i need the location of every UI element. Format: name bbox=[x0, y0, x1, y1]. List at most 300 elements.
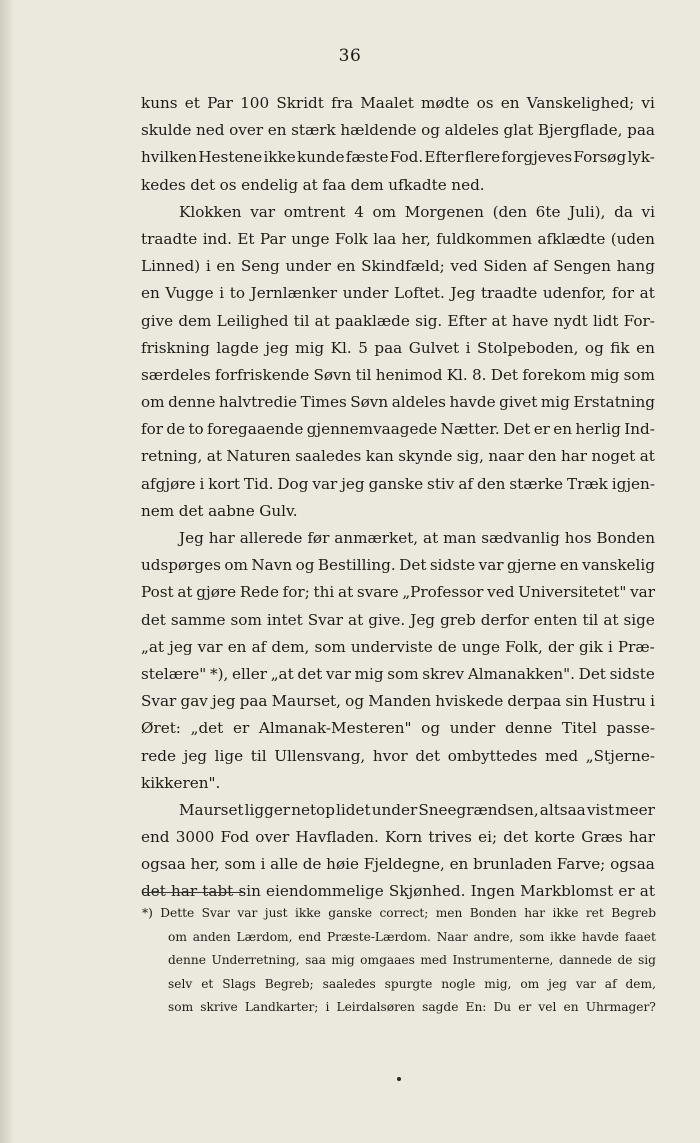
body-text bbox=[141, 90, 655, 906]
word: Folk bbox=[334, 229, 368, 248]
word: har bbox=[560, 447, 588, 466]
word: Korn bbox=[385, 828, 423, 847]
footnote-line bbox=[142, 902, 656, 926]
word: lyk- bbox=[627, 148, 655, 167]
word: halvtredie bbox=[218, 393, 298, 412]
word: afgjøre bbox=[141, 474, 196, 493]
word: den bbox=[476, 474, 506, 493]
word: vel bbox=[538, 1000, 557, 1014]
word: ufkadte bbox=[388, 175, 447, 194]
word: „det bbox=[190, 719, 224, 738]
word: Bjergflade, bbox=[537, 121, 623, 140]
word: og bbox=[345, 692, 365, 711]
word: men bbox=[435, 906, 463, 920]
word: som bbox=[623, 365, 655, 384]
word: os bbox=[219, 175, 237, 194]
word: Markblomst bbox=[520, 882, 614, 901]
word: Naar bbox=[436, 929, 468, 944]
text-line bbox=[141, 770, 655, 797]
word: ned. bbox=[451, 175, 485, 194]
word: Det bbox=[503, 420, 531, 439]
word: de bbox=[166, 420, 186, 439]
word: anden bbox=[192, 929, 231, 944]
paragraph bbox=[141, 90, 655, 199]
text-line bbox=[141, 362, 655, 389]
word: gjøre bbox=[196, 583, 237, 602]
word: var bbox=[478, 556, 504, 575]
word: at bbox=[639, 447, 655, 466]
word: En: bbox=[465, 1000, 487, 1014]
word: den bbox=[528, 447, 557, 466]
footnote-separator bbox=[143, 892, 243, 893]
word: Instrumenterne, bbox=[452, 953, 554, 967]
word: „Professor bbox=[402, 583, 484, 602]
word: ikke bbox=[263, 148, 296, 167]
page-gutter-shadow bbox=[0, 0, 14, 1143]
word: herlig bbox=[575, 420, 621, 439]
word: os bbox=[476, 94, 494, 112]
word: ved bbox=[487, 583, 515, 602]
word: traadte bbox=[480, 284, 538, 303]
word: Du bbox=[493, 1000, 512, 1014]
word: til bbox=[293, 311, 310, 330]
word: at bbox=[491, 311, 507, 330]
word: Vugge bbox=[165, 284, 214, 303]
word: her, bbox=[401, 229, 431, 248]
word: igjen- bbox=[611, 474, 655, 493]
word: Dette bbox=[160, 906, 195, 920]
text-line bbox=[141, 525, 655, 552]
word: har bbox=[171, 882, 198, 901]
word: det bbox=[503, 828, 529, 847]
word: det bbox=[415, 746, 441, 765]
word: i bbox=[465, 338, 471, 357]
word: rede bbox=[141, 746, 176, 765]
word: Linned) bbox=[141, 257, 201, 276]
word: kikkeren". bbox=[141, 773, 221, 792]
word: 3000 bbox=[175, 828, 215, 847]
word: ogsaa bbox=[610, 855, 655, 874]
word: i bbox=[199, 474, 205, 493]
word: Morgenen bbox=[404, 202, 484, 221]
word: Jeg bbox=[179, 529, 204, 547]
word: enten bbox=[533, 610, 578, 629]
word: Dog bbox=[277, 474, 309, 493]
word: Sneegrændsen, bbox=[418, 800, 539, 819]
word: forekom bbox=[522, 365, 587, 384]
word: var bbox=[237, 906, 258, 920]
word: Ind- bbox=[624, 420, 655, 439]
word: Leirdalsøren bbox=[336, 1000, 415, 1014]
word: er bbox=[518, 1000, 532, 1014]
word: Jernlænker bbox=[250, 284, 338, 303]
word: at bbox=[639, 882, 655, 901]
word: Gulvet bbox=[408, 338, 460, 357]
word: noget bbox=[591, 447, 636, 466]
word: Uhrmager? bbox=[585, 1000, 656, 1014]
word: over bbox=[229, 121, 264, 140]
word: mig bbox=[331, 953, 355, 967]
word: lagde bbox=[216, 338, 259, 357]
word: sidste bbox=[609, 664, 655, 683]
word: Et bbox=[237, 229, 255, 248]
word: hvilken bbox=[141, 148, 198, 167]
word: som bbox=[224, 855, 256, 874]
word: omgaaes bbox=[360, 953, 415, 967]
word: jeg bbox=[183, 746, 208, 765]
word: det bbox=[297, 664, 323, 683]
word: foregaaende bbox=[207, 420, 304, 439]
word: Svar bbox=[141, 692, 177, 711]
word: hos bbox=[564, 529, 592, 547]
word: vi bbox=[641, 202, 655, 221]
word: i bbox=[325, 1000, 330, 1014]
word: omtrent bbox=[283, 202, 346, 221]
word: Landkarter; bbox=[244, 1000, 319, 1014]
word: at bbox=[423, 529, 439, 547]
text-line bbox=[141, 661, 655, 688]
word: brunladen bbox=[473, 855, 553, 874]
word: af bbox=[604, 976, 617, 991]
word: netop bbox=[291, 800, 335, 819]
text-line bbox=[141, 90, 655, 117]
paragraph bbox=[141, 797, 655, 906]
print-speck bbox=[397, 1077, 401, 1081]
word: Begreb; bbox=[264, 976, 314, 991]
text-line bbox=[141, 253, 655, 280]
word: Par bbox=[259, 229, 286, 248]
word: med bbox=[544, 746, 579, 765]
word: Almanakken". bbox=[467, 664, 575, 683]
word: nydt bbox=[553, 311, 588, 330]
word: at bbox=[302, 175, 318, 194]
word: Kl. bbox=[330, 338, 352, 357]
word: Ullensvang, bbox=[274, 746, 366, 765]
text-line bbox=[141, 498, 655, 525]
word: meer bbox=[615, 800, 655, 819]
word: Fjeldegne, bbox=[363, 855, 445, 874]
word: thi bbox=[313, 583, 335, 602]
word: Titel bbox=[561, 719, 597, 738]
word: altsaa bbox=[539, 800, 586, 819]
word: jeg bbox=[341, 474, 365, 493]
text-line bbox=[141, 389, 655, 416]
word: nogle bbox=[441, 976, 476, 991]
word: selv bbox=[168, 976, 193, 991]
word: om bbox=[224, 556, 248, 575]
word: var bbox=[312, 474, 338, 493]
word: fra bbox=[331, 94, 354, 112]
word: under bbox=[342, 284, 389, 303]
word: ogsaa bbox=[141, 855, 186, 874]
word: gjerne bbox=[506, 556, 557, 575]
word: Svar bbox=[307, 610, 344, 629]
word: „at bbox=[270, 664, 294, 683]
word: har bbox=[208, 529, 235, 547]
text-line bbox=[141, 117, 655, 144]
word: Græs bbox=[581, 828, 623, 847]
word: gav bbox=[180, 692, 208, 711]
word: for bbox=[141, 420, 164, 439]
word: Jeg bbox=[450, 284, 476, 303]
word: Bonden bbox=[469, 906, 517, 920]
word: en bbox=[500, 94, 520, 112]
word: Stolpeboden, bbox=[477, 338, 579, 357]
word: kedes bbox=[141, 175, 186, 194]
word: Juli), bbox=[569, 202, 606, 221]
word: mig, bbox=[484, 976, 512, 991]
word: Maurset, bbox=[271, 692, 341, 711]
word: høie bbox=[326, 855, 359, 874]
word: stærk bbox=[291, 121, 336, 140]
word: det bbox=[141, 610, 166, 629]
text-line bbox=[141, 824, 655, 851]
word: end bbox=[298, 929, 322, 944]
text-line bbox=[141, 715, 655, 742]
word: 4 bbox=[354, 202, 364, 221]
footnote-line bbox=[168, 996, 656, 1020]
word: paaklæde bbox=[335, 311, 410, 330]
footnote bbox=[142, 902, 656, 1020]
word: vi bbox=[641, 94, 655, 112]
word: svare bbox=[356, 583, 399, 602]
word: ombyttedes bbox=[447, 746, 538, 765]
word: Jeg bbox=[410, 610, 436, 629]
word: skrev bbox=[422, 664, 465, 683]
word: give. bbox=[368, 610, 406, 629]
word: Almanak-Mesteren" bbox=[258, 719, 412, 738]
word: Maurset bbox=[179, 800, 244, 819]
word: Manden bbox=[368, 692, 432, 711]
word: de bbox=[437, 637, 457, 656]
word: til bbox=[250, 746, 267, 765]
word: denne bbox=[168, 953, 206, 967]
word: mig bbox=[590, 365, 620, 384]
text-line bbox=[141, 688, 655, 715]
word: intet bbox=[266, 610, 303, 629]
word: Gulv. bbox=[259, 501, 298, 520]
word: just bbox=[264, 906, 288, 920]
word: flere bbox=[464, 148, 501, 167]
word: eller bbox=[232, 664, 267, 683]
word: (den bbox=[492, 202, 528, 221]
word: er bbox=[618, 882, 635, 901]
word: Øret: bbox=[141, 719, 181, 738]
word: hang bbox=[616, 257, 655, 276]
word: saaledes bbox=[295, 447, 362, 466]
word: 6te bbox=[535, 202, 561, 221]
word: vist bbox=[586, 800, 615, 819]
word: 100 bbox=[240, 94, 270, 112]
word: 5 bbox=[358, 338, 368, 357]
text-line bbox=[141, 226, 655, 253]
word: en bbox=[227, 637, 247, 656]
word: give bbox=[141, 311, 174, 330]
word: Naturen bbox=[226, 447, 291, 466]
word: Vanskelighed; bbox=[526, 94, 635, 112]
word: en bbox=[216, 257, 236, 276]
word: før bbox=[307, 529, 330, 547]
text-line bbox=[141, 552, 655, 579]
word: Havfladen. bbox=[295, 828, 379, 847]
word: ikke bbox=[294, 906, 321, 920]
word: endelig bbox=[241, 175, 299, 194]
word: ind. bbox=[202, 229, 232, 248]
page-number: 36 bbox=[338, 46, 362, 66]
word: Navn bbox=[251, 556, 293, 575]
word: ret bbox=[585, 906, 604, 920]
word: mødte bbox=[421, 94, 470, 112]
word: derfor bbox=[480, 610, 529, 629]
word: sig. bbox=[415, 311, 443, 330]
word: Lærdom, bbox=[236, 929, 293, 944]
word: for; bbox=[282, 583, 310, 602]
word: kunde bbox=[296, 148, 345, 167]
word: i bbox=[650, 692, 655, 711]
word: Præste-Lærdom. bbox=[326, 929, 431, 944]
word: Sengen bbox=[553, 257, 611, 276]
word: og bbox=[421, 719, 441, 738]
word: til bbox=[582, 610, 599, 629]
word: skynde bbox=[398, 447, 453, 466]
word: i bbox=[607, 637, 613, 656]
word: i bbox=[205, 257, 211, 276]
word: spurgte bbox=[384, 976, 433, 991]
word: et bbox=[201, 976, 214, 991]
word: Farve; bbox=[556, 855, 606, 874]
text-line bbox=[141, 335, 655, 362]
word: sig, bbox=[456, 447, 484, 466]
text-line bbox=[141, 144, 655, 171]
word: om bbox=[168, 929, 187, 944]
word: saaledes bbox=[322, 976, 376, 991]
word: Post bbox=[141, 583, 174, 602]
word: Folk, bbox=[505, 637, 543, 656]
word: af bbox=[458, 474, 474, 493]
word: friskning bbox=[141, 338, 210, 357]
word: under bbox=[285, 257, 331, 276]
word: hviskede bbox=[435, 692, 504, 711]
word: som bbox=[519, 929, 545, 944]
word: mig bbox=[354, 664, 384, 683]
word: retning, bbox=[141, 447, 203, 466]
word: Erstatning bbox=[573, 393, 655, 412]
word: Nætter. bbox=[440, 420, 500, 439]
word: havde bbox=[449, 393, 496, 412]
word: hældende bbox=[340, 121, 417, 140]
word: ganske bbox=[328, 906, 373, 920]
text-line bbox=[141, 471, 655, 498]
word: Klokken bbox=[179, 202, 242, 221]
word: Bonden bbox=[596, 529, 655, 547]
word: forgjeves bbox=[501, 148, 573, 167]
paragraph bbox=[141, 199, 655, 525]
text-line bbox=[141, 199, 655, 226]
word: at bbox=[603, 610, 619, 629]
word: paa bbox=[239, 692, 268, 711]
word: af bbox=[532, 257, 548, 276]
word: eiendommelige bbox=[266, 882, 384, 901]
word: et bbox=[184, 94, 200, 112]
word: laa bbox=[373, 229, 397, 248]
text-line bbox=[141, 443, 655, 470]
word: andre, bbox=[473, 929, 514, 944]
word: og bbox=[295, 556, 315, 575]
word: af bbox=[251, 637, 267, 656]
word: ikke bbox=[550, 929, 577, 944]
word: sædvanlig bbox=[481, 529, 560, 547]
word: om bbox=[372, 202, 397, 221]
paragraph bbox=[141, 525, 655, 797]
word: stiv bbox=[427, 474, 455, 493]
word: Søvn bbox=[350, 393, 389, 412]
footnote-line bbox=[168, 973, 656, 997]
word: en bbox=[636, 338, 655, 357]
word: Maalet bbox=[360, 94, 414, 112]
word: ganske bbox=[368, 474, 424, 493]
word: da bbox=[614, 202, 633, 221]
word: kuns bbox=[141, 94, 178, 112]
word: lidet bbox=[336, 800, 371, 819]
word: Forsøg bbox=[573, 148, 627, 167]
word: ei; bbox=[478, 828, 498, 847]
word: „Stjerne- bbox=[585, 746, 655, 765]
word: en bbox=[559, 556, 579, 575]
word: under bbox=[449, 719, 496, 738]
word: aldeles bbox=[444, 121, 499, 140]
word: og bbox=[584, 338, 604, 357]
word: havde bbox=[581, 929, 619, 944]
text-line bbox=[141, 280, 655, 307]
text-line bbox=[141, 308, 655, 335]
word: dem, bbox=[625, 976, 656, 991]
word: Skjønhed. bbox=[388, 882, 466, 901]
word: om bbox=[141, 393, 165, 412]
word: to bbox=[229, 284, 246, 303]
word: at bbox=[338, 583, 354, 602]
word: greb bbox=[440, 610, 476, 629]
word: Skindfæld; bbox=[361, 257, 445, 276]
word: Seng bbox=[240, 257, 280, 276]
word: end bbox=[141, 828, 170, 847]
word: correct; bbox=[379, 906, 429, 920]
word: at bbox=[348, 610, 364, 629]
word: Rede bbox=[239, 583, 279, 602]
word: glat bbox=[503, 121, 534, 140]
word: Universitetet" bbox=[518, 583, 627, 602]
word: „at bbox=[141, 637, 165, 656]
word: traadte bbox=[141, 229, 198, 248]
word: sige bbox=[623, 610, 655, 629]
word: Ingen bbox=[470, 882, 515, 901]
word: skulde bbox=[141, 121, 192, 140]
word: her, bbox=[190, 855, 220, 874]
word: er bbox=[533, 420, 550, 439]
word: aldeles bbox=[391, 393, 446, 412]
word: alle bbox=[270, 855, 298, 874]
word: en bbox=[553, 420, 573, 439]
word: saa bbox=[305, 953, 326, 967]
word: særdeles bbox=[141, 365, 211, 384]
word: vanskelig bbox=[582, 556, 655, 575]
word: Par bbox=[207, 94, 233, 112]
text-line bbox=[141, 416, 655, 443]
word: sin bbox=[565, 692, 588, 711]
word: under bbox=[371, 800, 418, 819]
word: Fod bbox=[220, 828, 250, 847]
word: i bbox=[260, 855, 266, 874]
word: *), bbox=[209, 664, 229, 683]
